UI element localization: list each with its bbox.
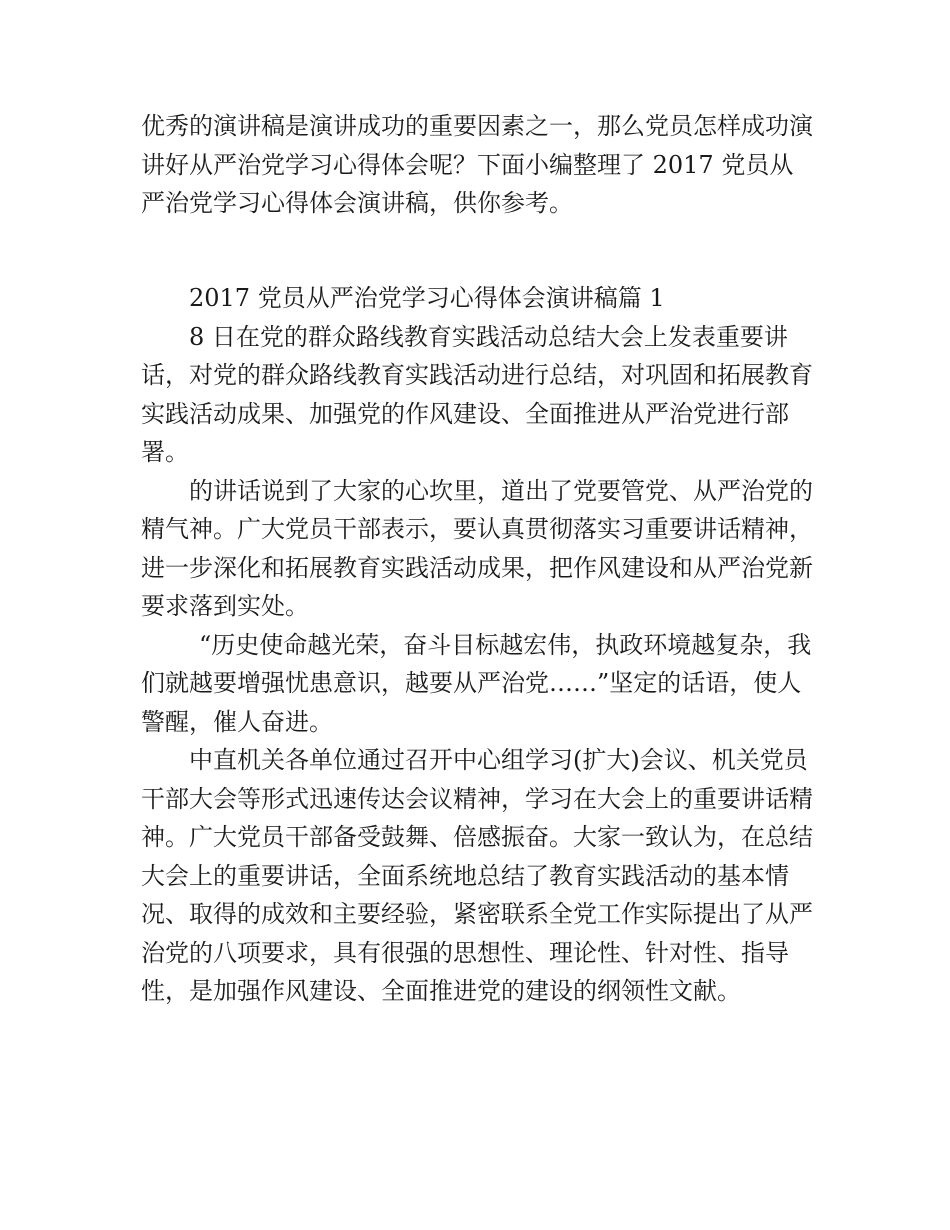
intro-block: [141, 107, 813, 223]
body-paragraph-4: 中直机关各单位通过召开中心组学习(扩大)会议、机关党员干部大会等形式迅速传达会议精神，学习在大会上的重要讲话精神。广大党员干部备受鼓舞、倍感振奋。大家一致认为，在总结大会上的重要讲话，全面系统地总结了教育实践活动的基本情况、取得的成效和主要经验，紧密联系全党工作实际提出了从严治党的八项要求，具有很强的思想性、理论性、针对性、指导性，是加强作风建设、全面推进党的建设的纲领性文献。: [141, 746, 813, 1005]
body-paragraph-3: “历史使命越光荣，奋斗目标越宏伟，执政环境越复杂，我们就越要增强忧患意识，越要从严治党……”坚定的话语，使人警醒，催人奋进。: [141, 630, 812, 736]
article-body: [141, 279, 813, 1011]
body-paragraph-1: 8 日在党的群众路线教育实践活动总结大会上发表重要讲话，对党的群众路线教育实践活动进行总结，对巩固和拓展教育实践活动成果、加强党的作风建设、全面推进从严治党进行部署。: [141, 322, 813, 466]
section-title: 2017 党员从严治党学习心得体会演讲稿篇 1: [189, 284, 665, 312]
intro-paragraph: 优秀的演讲稿是演讲成功的重要因素之一，那么党员怎样成功演讲好从严治党学习心得体会呢？下面小编整理了 2017 党员从严治党学习心得体会演讲稿，供你参考。: [141, 112, 813, 217]
body-paragraph-2: 的讲话说到了大家的心坎里，道出了党要管党、从严治党的精气神。广大党员干部表示，要认真贯彻落实习重要讲话精神，进一步深化和拓展教育实践活动成果，把作风建设和从严治党新要求落到实处。: [141, 476, 813, 620]
